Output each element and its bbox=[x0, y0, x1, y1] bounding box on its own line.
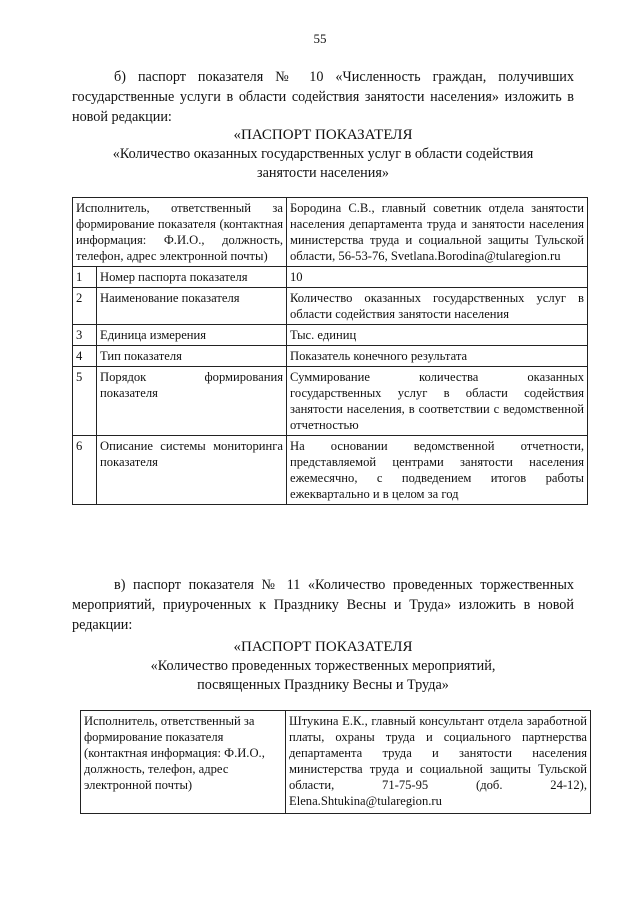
passport-1-subtitle: «Количество оказанных государственных услуг в области содействия занятости населения» bbox=[112, 146, 534, 181]
passport-2-subtitle-line-2: посвященных Празднику Весны и Труда» bbox=[197, 677, 449, 693]
page-number: 55 bbox=[313, 31, 327, 46]
row-value: Показатель конечного результата bbox=[287, 346, 588, 367]
row-number: 4 bbox=[73, 346, 97, 367]
table-row bbox=[73, 325, 588, 346]
row-label: Порядок формирования показателя bbox=[97, 367, 287, 436]
paragraph-b-text: б) паспорт показателя № 10 «Численность граждан, получивших государственные услуги в области содействия занятости населения» изложить в новой редакции: bbox=[72, 69, 574, 125]
row-label: Тип показателя bbox=[97, 346, 287, 367]
executor-value: Бородина С.В., главный советник отдела занятости населения департамента труда и занятости населения министерства труда и социальной защиты Тульской области, 56-53-76, Svetlana.Borodina@tularegion.ru bbox=[287, 198, 588, 267]
row-label: Наименование показателя bbox=[97, 288, 287, 325]
table-row bbox=[73, 198, 588, 267]
passport-1-table bbox=[72, 197, 588, 505]
row-number: 2 bbox=[73, 288, 97, 325]
executor-label: Исполнитель, ответственный за формирование показателя (контактная информация: Ф.И.О., должность, телефон, адрес электронной почты) bbox=[73, 198, 287, 267]
table-row bbox=[73, 267, 588, 288]
row-number: 1 bbox=[73, 267, 97, 288]
row-label: Описание системы мониторинга показателя bbox=[97, 436, 287, 505]
row-label: Единица измерения bbox=[97, 325, 287, 346]
passport-2-subtitle-line-1: «Количество проведенных торжественных мероприятий, bbox=[150, 658, 496, 674]
row-value: Количество оказанных государственных услуг в области содействия занятости населения bbox=[287, 288, 588, 325]
passport-2-table bbox=[80, 710, 591, 814]
row-number: 3 bbox=[73, 325, 97, 346]
table-row bbox=[73, 346, 588, 367]
paragraph-v-text: в) паспорт показателя № 11 «Количество проведенных торжественных мероприятий, приуроченных к Празднику Весны и Труда» изложить в новой редакции: bbox=[72, 577, 574, 633]
passport-1-heading bbox=[72, 126, 574, 183]
row-label: Номер паспорта показателя bbox=[97, 267, 287, 288]
passport-1-title: «ПАСПОРТ ПОКАЗАТЕЛЯ bbox=[233, 127, 413, 143]
passport-2-title: «ПАСПОРТ ПОКАЗАТЕЛЯ bbox=[233, 639, 413, 655]
row-number: 6 bbox=[73, 436, 97, 505]
row-value: На основании ведомственной отчетности, представляемой центрами занятости населения ежемесячно, с подведением итогов работы ежеквартально и в целом за год bbox=[287, 436, 588, 505]
paragraph-v bbox=[72, 575, 574, 635]
row-value: Суммирование количества оказанных государственных услуг в области содействия занятости населения, в соответствии с ведомственной отчетностью bbox=[287, 367, 588, 436]
row-number: 5 bbox=[73, 367, 97, 436]
paragraph-b bbox=[72, 67, 574, 127]
row-value: 10 bbox=[287, 267, 588, 288]
table-row bbox=[73, 367, 588, 436]
table-row bbox=[81, 711, 591, 814]
executor-label: Исполнитель, ответственный за формирование показателя (контактная информация: Ф.И.О., должность, телефон, адрес электронной почты) bbox=[81, 711, 286, 814]
executor-value: Штукина Е.К., главный консультант отдела заработной платы, охраны труда и социального партнерства департамента труда и занятости населения министерства труда и социальной защиты Тульской области, 71-75-95 (доб. 24-12), Elena.Shtukina@tularegion.ru bbox=[286, 711, 591, 814]
passport-2-heading bbox=[72, 638, 574, 695]
table-row bbox=[73, 436, 588, 505]
row-value: Тыс. единиц bbox=[287, 325, 588, 346]
table-row bbox=[73, 288, 588, 325]
